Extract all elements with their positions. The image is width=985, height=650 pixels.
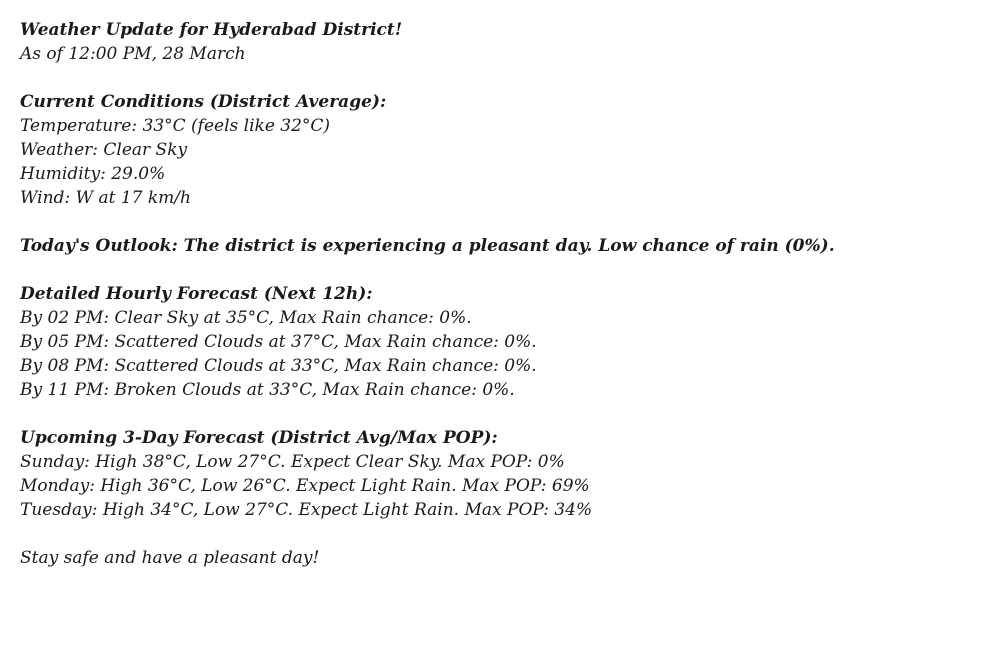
spacer — [20, 258, 965, 282]
forecast-day-item: Sunday: High 38°C, Low 27°C. Expect Clear Sky. Max POP: 0% — [20, 452, 565, 472]
message-title: Weather Update for Hyderabad District! — [20, 20, 403, 40]
hourly-forecast-item: By 05 PM: Scattered Clouds at 37°C, Max Rain chance: 0%. — [20, 332, 537, 352]
spacer — [20, 210, 965, 234]
current-wind: Wind: W at 17 km/h — [20, 188, 191, 208]
three-day-forecast-heading: Upcoming 3-Day Forecast (District Avg/Max POP): — [20, 428, 498, 448]
todays-outlook: Today's Outlook: The district is experiencing a pleasant day. Low chance of rain (0%). — [20, 236, 835, 256]
hourly-forecast-heading: Detailed Hourly Forecast (Next 12h): — [20, 284, 373, 304]
forecast-day-item: Tuesday: High 34°C, Low 27°C. Expect Light Rain. Max POP: 34% — [20, 500, 593, 520]
spacer — [20, 522, 965, 546]
current-humidity: Humidity: 29.0% — [20, 164, 166, 184]
current-temperature: Temperature: 33°C (feels like 32°C) — [20, 116, 331, 136]
timestamp: As of 12:00 PM, 28 March — [20, 44, 246, 64]
current-conditions-heading: Current Conditions (District Average): — [20, 92, 387, 112]
hourly-forecast-item: By 02 PM: Clear Sky at 35°C, Max Rain chance: 0%. — [20, 308, 472, 328]
hourly-forecast-item: By 11 PM: Broken Clouds at 33°C, Max Rain chance: 0%. — [20, 380, 515, 400]
weather-update-message — [20, 18, 965, 570]
spacer — [20, 402, 965, 426]
forecast-day-item: Monday: High 36°C, Low 26°C. Expect Light Rain. Max POP: 69% — [20, 476, 590, 496]
hourly-forecast-item: By 08 PM: Scattered Clouds at 33°C, Max Rain chance: 0%. — [20, 356, 537, 376]
current-weather: Weather: Clear Sky — [20, 140, 188, 160]
closing-message: Stay safe and have a pleasant day! — [20, 548, 320, 568]
spacer — [20, 66, 965, 90]
